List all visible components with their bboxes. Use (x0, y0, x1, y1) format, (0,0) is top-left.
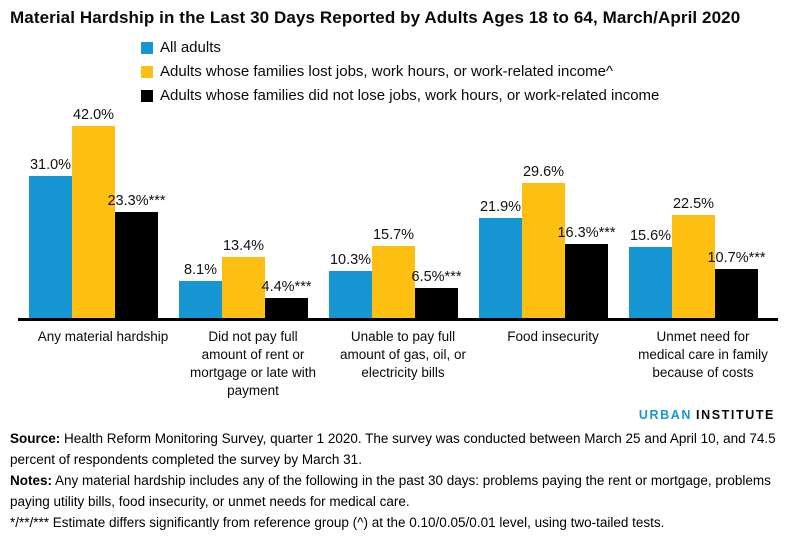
source-text: Health Reform Monitoring Survey, quarter 1 2020. The survey was conducted between March 25 and April 10, and 74.5 percent of respondents completed the survey by March 31. (10, 431, 776, 467)
legend-label: Adults whose families did not lose jobs, work hours, or work-related income (160, 87, 660, 104)
legend-label: Adults whose families lost jobs, work hours, or work-related income^ (160, 63, 614, 80)
notes-text: Any material hardship includes any of the following in the past 30 days: problems paying the rent or mortgage, problems paying utility bills, food insecurity, or unmet needs for medical care. (10, 473, 771, 509)
legend-swatch-icon (141, 42, 153, 54)
bar-series0-cat0 (29, 157, 72, 318)
bar-group-1 (179, 238, 312, 318)
bar-series1-cat3 (522, 164, 565, 318)
bar-value-label: 13.4% (222, 238, 265, 254)
source-line (10, 428, 790, 470)
bar-series2-cat4 (707, 250, 766, 318)
urban-institute-logo (639, 408, 775, 422)
bar-series2-cat1 (261, 279, 312, 318)
x-axis-label-4: Unmet need for medical care in family because of costs (638, 329, 768, 380)
bar-group-0 (29, 107, 166, 318)
bar-value-label: 8.1% (183, 262, 218, 278)
x-axis-label-0: Any material hardship (37, 329, 169, 344)
legend-label: All adults (160, 39, 221, 56)
bar-value-label: 31.0% (29, 157, 72, 173)
bar-value-label: 10.3% (329, 252, 372, 268)
bar-series0-cat3 (479, 199, 522, 318)
logo-word-urban: URBAN (638, 408, 693, 422)
x-axis-labels (10, 328, 788, 400)
bar-value-label: 21.9% (479, 199, 522, 215)
bar-series1-cat0 (72, 107, 115, 318)
bar-value-label: 15.6% (629, 228, 672, 244)
bar-value-label: 4.4%*** (261, 279, 312, 295)
significance-line: */**/*** Estimate differs significantly from reference group (^) at the 0.10/0.05/0.01 level, using two-tailed tests. (10, 515, 665, 530)
notes-label: Notes: (10, 473, 53, 488)
bar-value-label: 23.3%*** (107, 193, 166, 209)
chart-title: Material Hardship in the Last 30 Days Reported by Adults Ages 18 to 64, March/April 2020 (10, 8, 741, 27)
x-axis-label-3: Food insecurity (507, 329, 599, 344)
notes-line (10, 470, 790, 512)
bar-plot-area (10, 106, 788, 318)
chart-legend (141, 39, 788, 104)
bar-series2-cat0 (107, 193, 166, 318)
bar-value-label: 15.7% (372, 227, 415, 243)
legend-swatch-icon (141, 90, 153, 102)
legend-swatch-icon (141, 66, 153, 78)
legend-item-0 (141, 39, 788, 56)
bar-value-label: 42.0% (72, 107, 115, 123)
bar-group-4 (629, 196, 766, 318)
x-axis-label-1: Did not pay full amount of rent or mortgage or late with payment (189, 329, 317, 398)
bar-series2-cat2 (411, 269, 462, 318)
x-axis-line (18, 318, 778, 321)
bar-series1-cat1 (222, 238, 265, 318)
footer-notes (10, 428, 790, 533)
bar-value-label: 10.7%*** (707, 250, 766, 266)
bar-series0-cat1 (179, 262, 222, 318)
bar-group-3 (479, 164, 616, 318)
bar-group-2 (329, 227, 462, 318)
x-axis-label-2: Unable to pay full amount of gas, oil, or electricity bills (339, 329, 467, 380)
legend-item-1 (141, 63, 788, 80)
bar-value-label: 16.3%*** (557, 225, 616, 241)
logo-word-institute: INSTITUTE (696, 408, 775, 422)
source-label: Source: (10, 431, 61, 446)
bar-series2-cat3 (557, 225, 616, 318)
bar-value-label: 6.5%*** (411, 269, 462, 285)
bar-series1-cat4 (672, 196, 715, 318)
bar-value-label: 29.6% (522, 164, 565, 180)
legend-item-2 (141, 87, 788, 104)
bar-series0-cat4 (629, 228, 672, 318)
bar-value-label: 22.5% (672, 196, 715, 212)
bar-series1-cat2 (372, 227, 415, 318)
bar-series0-cat2 (329, 252, 372, 318)
